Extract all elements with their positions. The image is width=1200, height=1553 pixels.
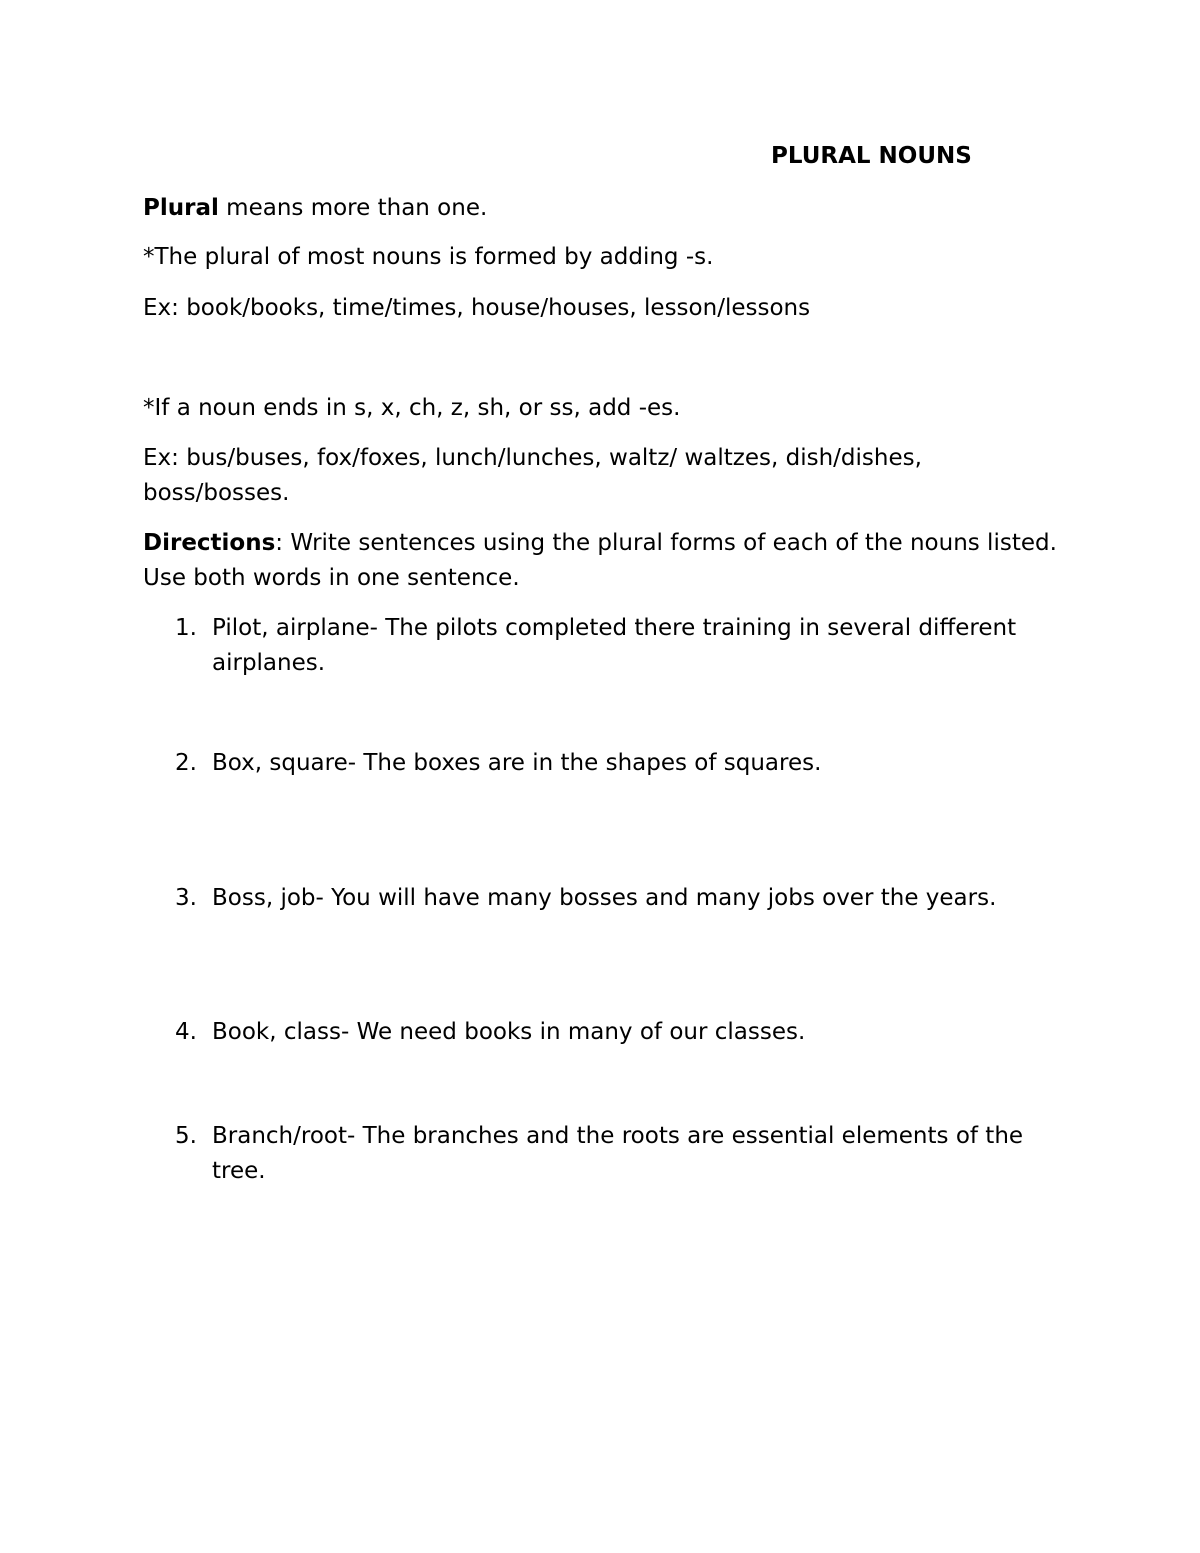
example-add-es: Ex: bus/buses, fox/foxes, lunch/lunches, waltz/ waltzes, dish/dishes, boss/bosses. bbox=[143, 445, 922, 506]
page-title: PLURAL NOUNS bbox=[771, 143, 972, 169]
list-item-text: Pilot, airplane- The pilots completed there training in several different airplanes. bbox=[212, 615, 1017, 676]
rule-add-es: *If a noun ends in s, x, ch, z, sh, or ss, add -es. bbox=[143, 395, 681, 421]
list-item bbox=[175, 611, 1035, 681]
list-item bbox=[175, 1015, 1035, 1050]
list-item bbox=[175, 746, 1035, 781]
list-item bbox=[175, 1119, 1035, 1189]
list-item-text: Book, class- We need books in many of our classes. bbox=[212, 1019, 806, 1045]
directions-text: : Write sentences using the plural forms of each of the nouns listed. Use both words in one sentence. bbox=[143, 530, 1057, 591]
list-item-number: 4. bbox=[175, 1019, 197, 1045]
definition-line bbox=[143, 191, 1073, 226]
plural-term: Plural bbox=[143, 195, 219, 221]
rule-add-s: *The plural of most nouns is formed by adding -s. bbox=[143, 244, 714, 270]
directions-label: Directions bbox=[143, 530, 276, 556]
list-item-text: Branch/root- The branches and the roots are essential elements of the tree. bbox=[212, 1123, 1024, 1184]
definition-text: means more than one. bbox=[218, 195, 488, 221]
list-item-number: 3. bbox=[175, 885, 197, 911]
list-item-number: 5. bbox=[175, 1123, 197, 1149]
list-item-text: Box, square- The boxes are in the shapes of squares. bbox=[212, 750, 822, 776]
directions-paragraph bbox=[143, 526, 1073, 596]
list-item-number: 2. bbox=[175, 750, 197, 776]
example-add-s: Ex: book/books, time/times, house/houses, lesson/lessons bbox=[143, 295, 811, 321]
list-item-text: Boss, job- You will have many bosses and many jobs over the years. bbox=[212, 885, 997, 911]
list-item bbox=[175, 881, 1035, 916]
list-item-number: 1. bbox=[175, 615, 197, 641]
